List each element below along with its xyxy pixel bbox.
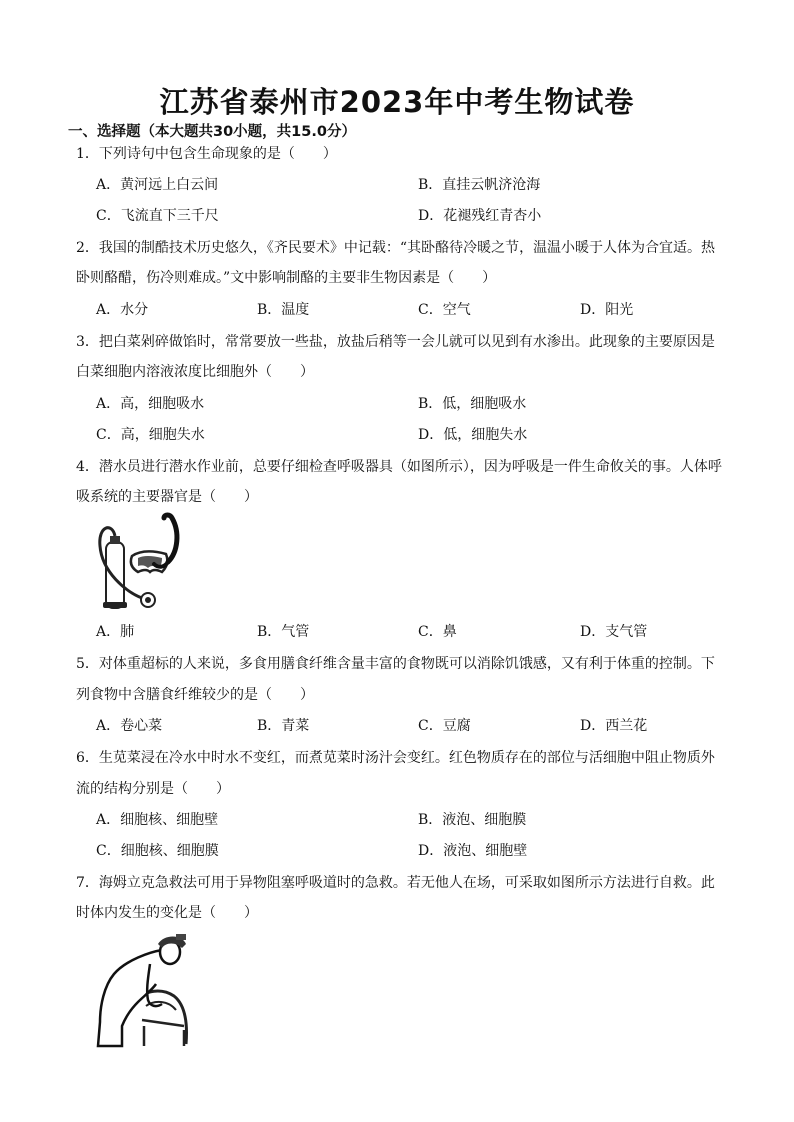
q3-option-b[interactable]: B．低，细胞吸水 [418,396,527,412]
q3-stem-line2: 白菜细胞内溶液浓度比细胞外（ ） [76,364,314,380]
q7-stem-line1: 7．海姆立克急救法可用于异物阻塞呼吸道时的急救。若无他人在场，可采取如图所示方法进行自救。此 [76,875,715,891]
q3-option-a[interactable]: A．高，细胞吸水 [96,396,205,412]
q4-stem-line1: 4．潜水员进行潜水作业前，总要仔细检查呼吸器具（如图所示），因为呼吸是一件生命攸关的事。人体呼 [76,459,722,475]
q1-option-c[interactable]: C．飞流直下三千尺 [96,208,219,224]
exam-title: 江苏省泰州市2023年中考生物试卷 [159,85,635,119]
q2-option-b[interactable]: B．温度 [257,302,310,318]
q4-option-c[interactable]: C．鼻 [418,624,457,640]
q5-stem-line1: 5．对体重超标的人来说，多食用膳食纤维含量丰富的食物既可以消除饥饿感，又有利于体重的控制。下 [76,656,715,672]
section-heading: 一、选择题（本大题共30小题，共15.0分） [68,124,356,140]
q2-stem-line2: 卧则酪醋，伤冷则难成。”文中影响制酪的主要非生物因素是（ ） [76,270,497,286]
q4-option-d[interactable]: D．支气管 [580,624,648,640]
q5-option-c[interactable]: C．豆腐 [418,718,471,734]
q7-stem-line2: 时体内发生的变化是（ ） [76,905,258,921]
q1-stem: 1．下列诗句中包含生命现象的是（ ） [76,146,337,162]
q2-option-a[interactable]: A．水分 [96,302,149,318]
q6-stem-line1: 6．生苋菜浸在冷水中时水不变红，而煮苋菜时汤汁会变红。红色物质存在的部位与活细胞中阻止物质外 [76,750,715,766]
q6-option-c[interactable]: C．细胞核、细胞膜 [96,843,219,859]
q3-stem-line1: 3．把白菜剁碎做馅时，常常要放一些盐，放盐后稍等一会儿就可以见到有水渗出。此现象的主要原因是 [76,334,715,350]
q1-option-a[interactable]: A．黄河远上白云间 [96,177,219,193]
q5-option-a[interactable]: A．卷心菜 [96,718,163,734]
q1-option-d[interactable]: D．花褪残红青杏小 [418,208,542,224]
q6-option-a[interactable]: A．细胞核、细胞壁 [96,812,219,828]
q3-option-c[interactable]: C．高，细胞失水 [96,427,205,443]
q4-option-b[interactable]: B．气管 [257,624,310,640]
q6-option-b[interactable]: B．液泡、细胞膜 [418,812,527,828]
q5-stem-line2: 列食物中含膳食纤维较少的是（ ） [76,687,314,703]
q5-option-b[interactable]: B．青菜 [257,718,310,734]
q2-option-d[interactable]: D．阳光 [580,302,634,318]
q1-option-b[interactable]: B．直挂云帆济沧海 [418,177,541,193]
q6-option-d[interactable]: D．液泡、细胞壁 [418,843,528,859]
heimlich-self-rescue-figure [92,930,196,1048]
q5-option-d[interactable]: D．西兰花 [580,718,648,734]
q2-stem-line1: 2．我国的制酷技术历史悠久，《齐民要术》中记载：“其卧酪待冷暖之节，温温小暖于人体为合宜适。热 [76,240,716,256]
q6-stem-line2: 流的结构分别是（ ） [76,781,230,797]
diving-equipment-figure [92,512,192,616]
q4-stem-line2: 吸系统的主要器官是（ ） [76,489,258,505]
q4-option-a[interactable]: A．肺 [96,624,135,640]
q2-option-c[interactable]: C．空气 [418,302,471,318]
q3-option-d[interactable]: D．低，细胞失水 [418,427,528,443]
